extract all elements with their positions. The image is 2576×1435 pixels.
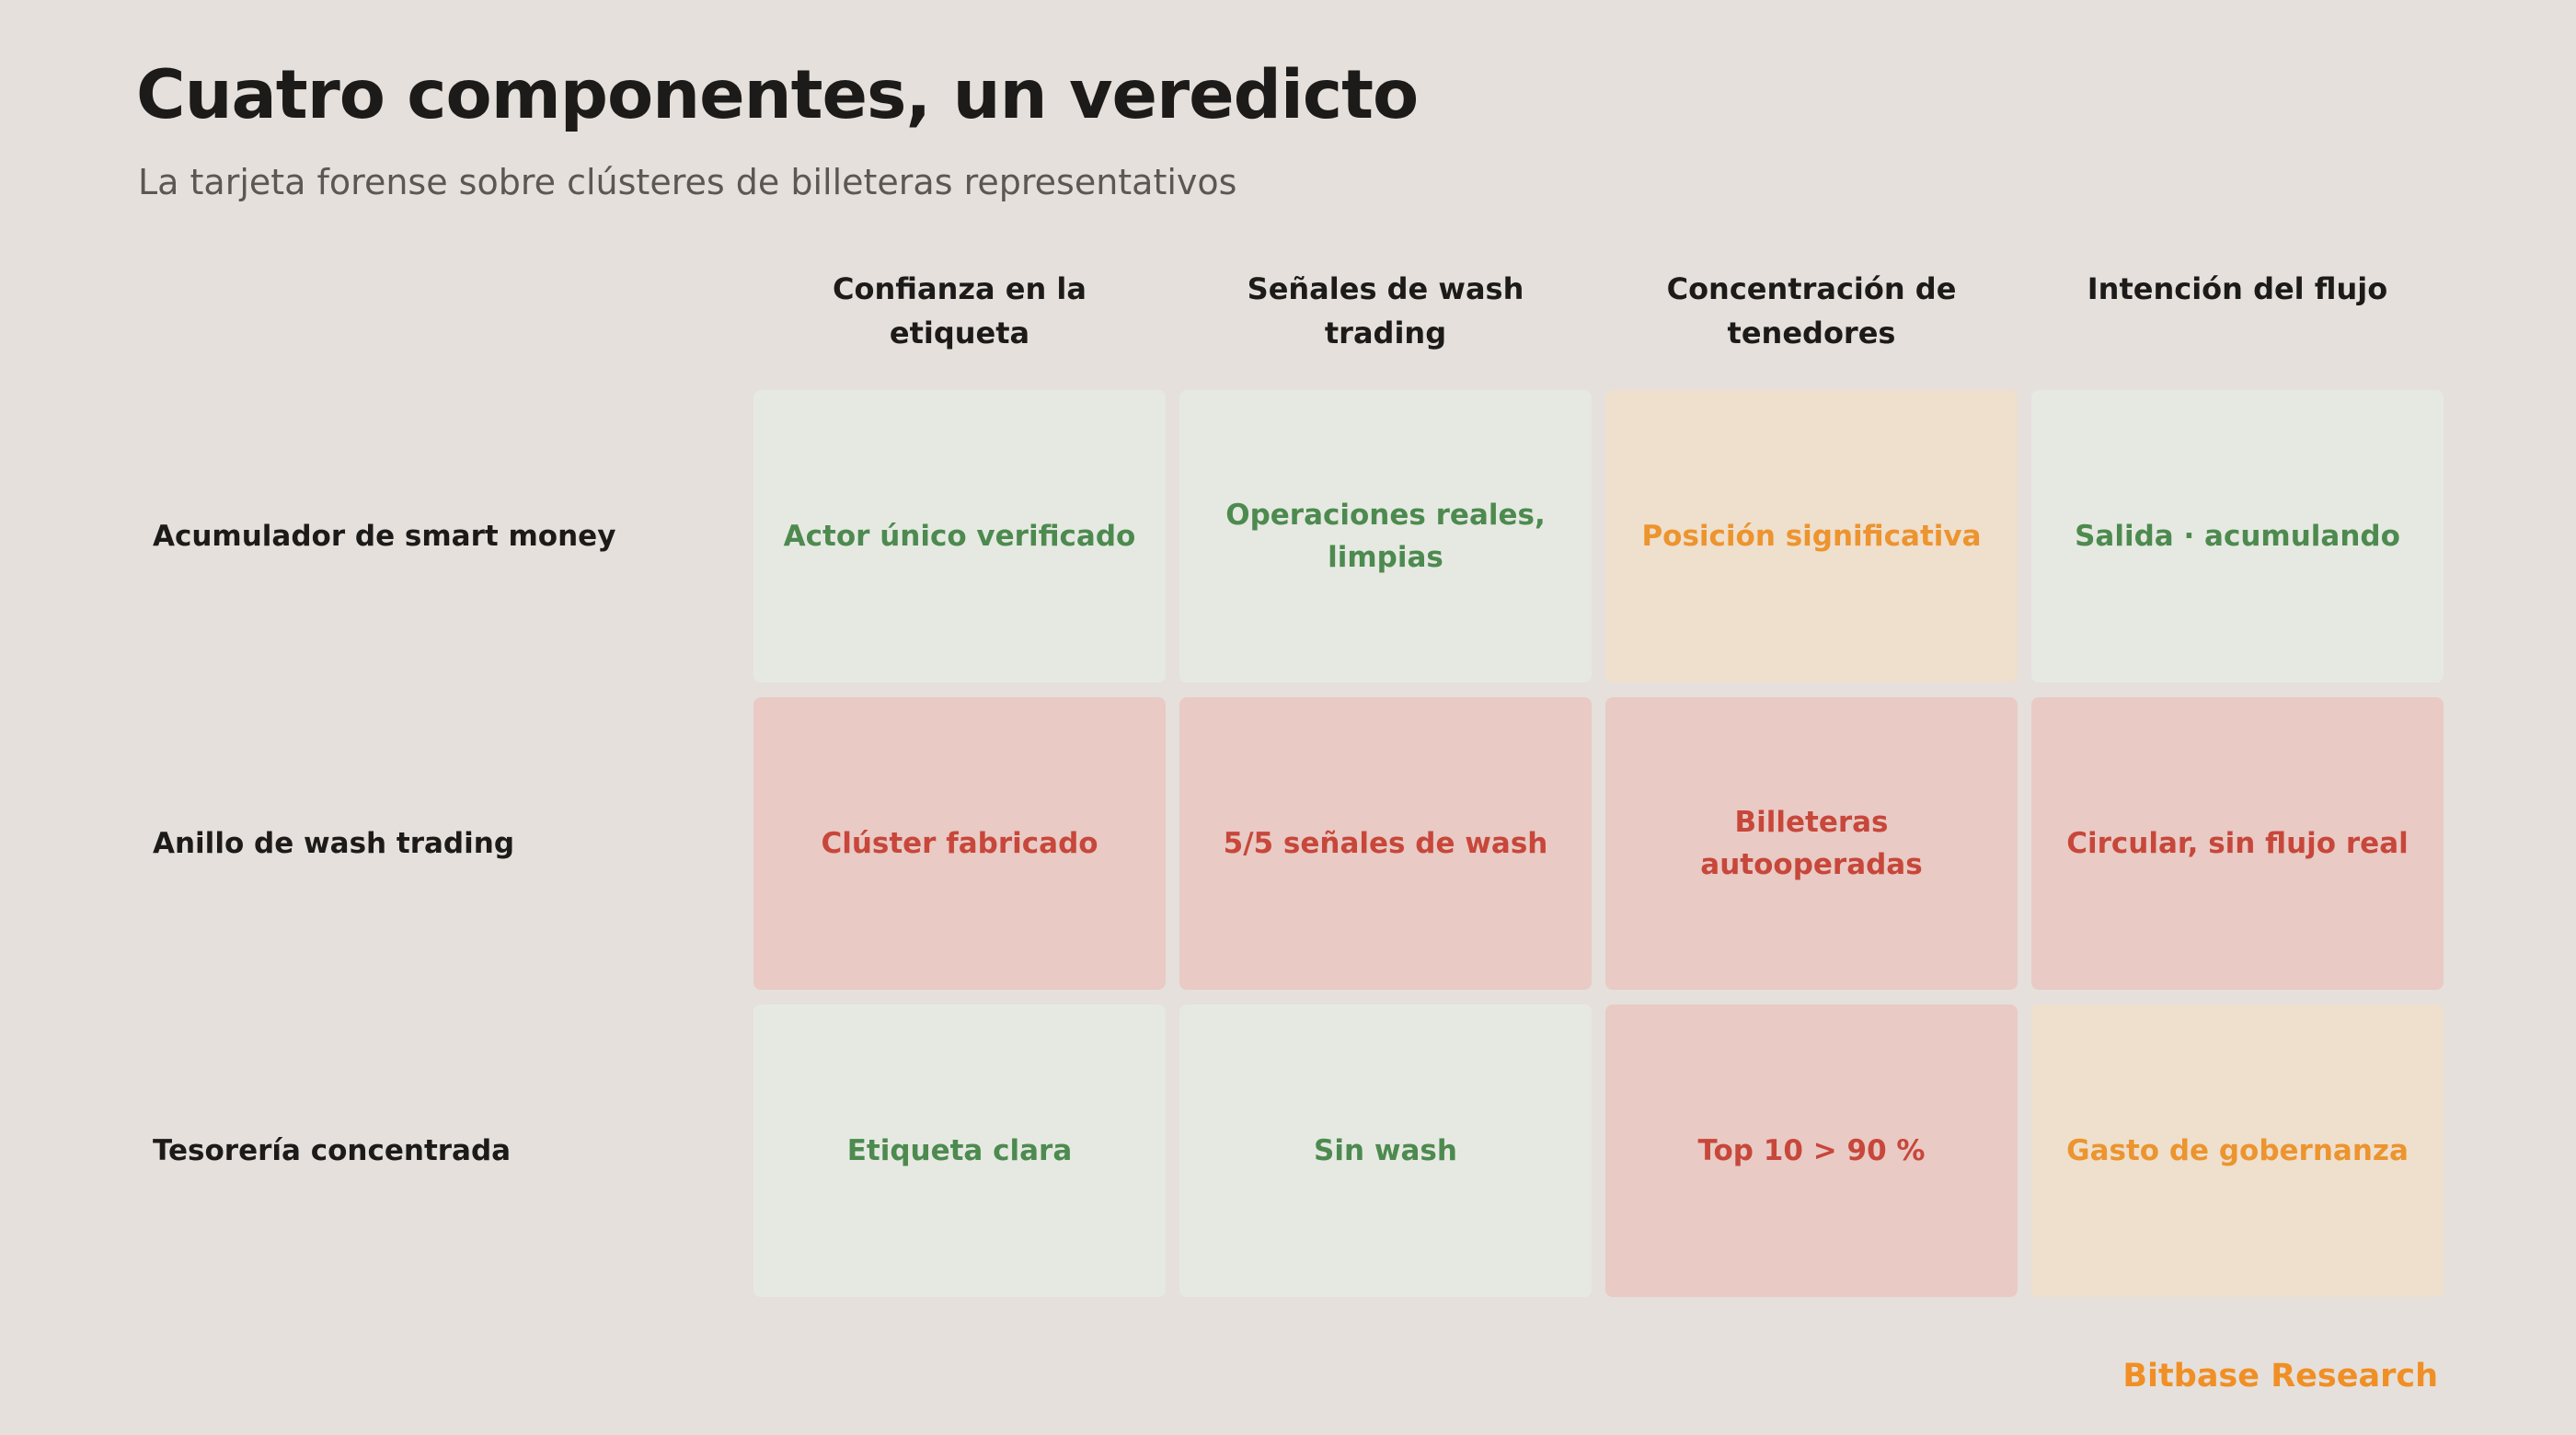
column-header-label-confidence: Confianza en la etiqueta (833, 271, 1087, 350)
scorecard-cell: Top 10 > 90 % (1605, 1004, 2018, 1297)
scorecard-cell: Operaciones reales, limpias (1179, 390, 1592, 683)
column-header-wash-signals: Señales de wash trading (1247, 271, 1524, 350)
row-label-wash-ring: Anillo de wash trading (153, 827, 515, 860)
page-subtitle: La tarjeta forense sobre clústeres de billeteras representativos (138, 162, 1237, 202)
brand-footer: Bitbase Research (2122, 1358, 2438, 1395)
scorecard-cell: Clúster fabricado (753, 697, 1166, 990)
scorecard-cell: Circular, sin flujo real (2031, 697, 2444, 990)
scorecard-cell: Gasto de gobernanza (2031, 1004, 2444, 1297)
column-header-flow-intent: Intención del flujo (2087, 271, 2388, 306)
scorecard-cell: Salida · acumulando (2031, 390, 2444, 683)
scorecard-grid (136, 267, 2434, 1297)
scorecard-cell: 5/5 señales de wash (1179, 697, 1592, 990)
scorecard-cell: Billeteras autooperadas (1605, 697, 2018, 990)
scorecard-cell: Etiqueta clara (753, 1004, 1166, 1297)
page-title: Cuatro componentes, un veredicto (136, 56, 1419, 134)
row-label-smart-money: Acumulador de smart money (153, 520, 616, 553)
scorecard-cell: Actor único verificado (753, 390, 1166, 683)
grid-corner (136, 267, 740, 375)
row-label-concentrated-treasury: Tesorería concentrada (153, 1134, 512, 1167)
scorecard-cell: Posición significativa (1605, 390, 2018, 683)
scorecard-cell: Sin wash (1179, 1004, 1592, 1297)
column-header-holder-concentration: Concentración de tenedores (1666, 271, 1957, 350)
